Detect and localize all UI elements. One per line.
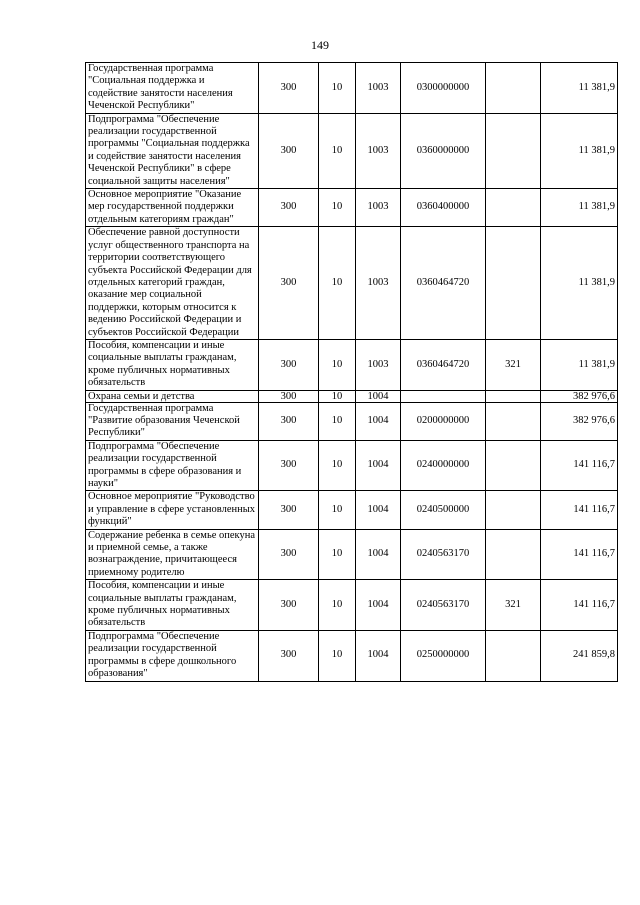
grbs-code: 300 [259,491,319,529]
grbs-code: 300 [259,630,319,681]
amount: 11 381,9 [541,189,618,227]
amount: 141 116,7 [541,580,618,631]
section-code: 10 [319,339,356,390]
table-row [86,189,618,227]
subsection-code: 1004 [356,491,401,529]
expense-type-code [486,189,541,227]
target-article-code: 0250000000 [401,630,486,681]
grbs-code: 300 [259,339,319,390]
target-article-code: 0300000000 [401,63,486,114]
amount: 382 976,6 [541,402,618,440]
section-code: 10 [319,580,356,631]
budget-table [85,62,618,682]
row-name: Государственная программа "Развитие образования Чеченской Республики" [86,402,259,440]
row-name: Подпрограмма "Обеспечение реализации государственной программы в сфере образования и науки" [86,440,259,491]
table-row [86,227,618,340]
section-code: 10 [319,630,356,681]
amount: 382 976,6 [541,390,618,402]
amount: 11 381,9 [541,113,618,188]
expense-type-code: 321 [486,580,541,631]
grbs-code: 300 [259,390,319,402]
table-row [86,63,618,114]
target-article-code: 0360464720 [401,227,486,340]
subsection-code: 1003 [356,189,401,227]
target-article-code: 0240500000 [401,491,486,529]
amount: 11 381,9 [541,63,618,114]
amount: 141 116,7 [541,440,618,491]
expense-type-code: 321 [486,339,541,390]
section-code: 10 [319,390,356,402]
expense-type-code [486,491,541,529]
subsection-code: 1003 [356,227,401,340]
expense-type-code [486,227,541,340]
expense-type-code [486,390,541,402]
expense-type-code [486,63,541,114]
table-row [86,339,618,390]
section-code: 10 [319,189,356,227]
row-name: Охрана семьи и детства [86,390,259,402]
target-article-code: 0360464720 [401,339,486,390]
grbs-code: 300 [259,529,319,580]
target-article-code: 0240000000 [401,440,486,491]
table-row [86,113,618,188]
row-name: Пособия, компенсации и иные социальные выплаты гражданам, кроме публичных нормативных обязательств [86,339,259,390]
row-name: Подпрограмма "Обеспечение реализации государственной программы в сфере дошкольного образования" [86,630,259,681]
section-code: 10 [319,529,356,580]
table-row [86,630,618,681]
table-row [86,580,618,631]
grbs-code: 300 [259,189,319,227]
table-row [86,491,618,529]
expense-type-code [486,529,541,580]
subsection-code: 1004 [356,390,401,402]
target-article-code: 0200000000 [401,402,486,440]
section-code: 10 [319,491,356,529]
grbs-code: 300 [259,580,319,631]
target-article-code [401,390,486,402]
section-code: 10 [319,113,356,188]
target-article-code: 0240563170 [401,529,486,580]
target-article-code: 0360400000 [401,189,486,227]
row-name: Основное мероприятие "Руководство и управление в сфере установленных функций" [86,491,259,529]
amount: 141 116,7 [541,491,618,529]
row-name: Подпрограмма "Обеспечение реализации государственной программы "Социальная поддержка и содействие занятости населения Чеченской Республики" в сфере социальной защиты населения" [86,113,259,188]
grbs-code: 300 [259,227,319,340]
expense-type-code [486,113,541,188]
row-name: Основное мероприятие "Оказание мер государственной поддержки отдельным категориям граждан" [86,189,259,227]
table-row [86,402,618,440]
page-number: 149 [311,38,329,52]
expense-type-code [486,440,541,491]
table-row [86,529,618,580]
subsection-code: 1003 [356,113,401,188]
subsection-code: 1004 [356,529,401,580]
target-article-code: 0240563170 [401,580,486,631]
target-article-code: 0360000000 [401,113,486,188]
section-code: 10 [319,227,356,340]
subsection-code: 1004 [356,402,401,440]
grbs-code: 300 [259,63,319,114]
amount: 241 859,8 [541,630,618,681]
section-code: 10 [319,402,356,440]
section-code: 10 [319,63,356,114]
expense-type-code [486,402,541,440]
table-row [86,390,618,402]
subsection-code: 1004 [356,580,401,631]
amount: 11 381,9 [541,227,618,340]
section-code: 10 [319,440,356,491]
row-name: Содержание ребенка в семье опекуна и приемной семье, а также вознаграждение, причитающееся приемному родителю [86,529,259,580]
expense-type-code [486,630,541,681]
amount: 11 381,9 [541,339,618,390]
subsection-code: 1004 [356,440,401,491]
row-name: Обеспечение равной доступности услуг общественного транспорта на территории соответствующего субъекта Российской Федерации для отдельных категорий граждан, оказание мер социальной поддержки, которым относится к ведению Российской Федерации и субъектов Российской Федерации [86,227,259,340]
subsection-code: 1003 [356,339,401,390]
grbs-code: 300 [259,402,319,440]
table-row [86,440,618,491]
grbs-code: 300 [259,440,319,491]
amount: 141 116,7 [541,529,618,580]
subsection-code: 1004 [356,630,401,681]
grbs-code: 300 [259,113,319,188]
row-name: Государственная программа "Социальная поддержка и содействие занятости населения Чеченской Республики" [86,63,259,114]
subsection-code: 1003 [356,63,401,114]
row-name: Пособия, компенсации и иные социальные выплаты гражданам, кроме публичных нормативных обязательств [86,580,259,631]
